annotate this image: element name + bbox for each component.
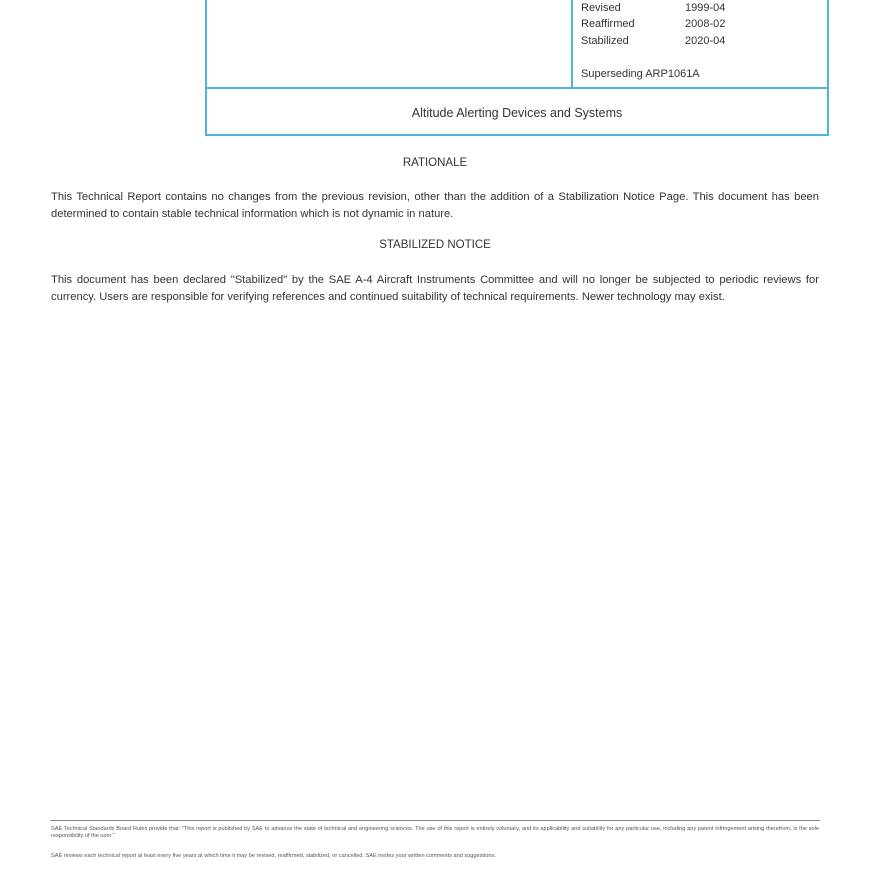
footer-divider — [50, 820, 820, 821]
footer-disclaimer: SAE Technical Standards Board Rules provide that: "This report is published by SAE to advance the state of technical and engineering sciences. The use of this report is entirely voluntary, and its applicability and suitability for any particular use, including any patent infringement arising therefrom, is the sole responsibility of the user." — [51, 826, 819, 840]
date-label: Reaffirmed — [581, 18, 635, 30]
stabilized-notice-heading: STABILIZED NOTICE — [379, 239, 491, 251]
header-left-cell — [207, 0, 573, 87]
document-header-box — [205, 0, 829, 136]
header-top-row — [207, 0, 827, 89]
date-value: 2008-02 — [685, 18, 726, 30]
date-label: Revised — [581, 2, 621, 14]
date-row-stabilized — [581, 34, 725, 48]
rationale-paragraph: This Technical Report contains no changes from the previous revision, other than the addition of a Stabilization Notice Page. This document has been determined to contain stable technical information which is not dynamic in nature. — [51, 191, 819, 220]
document-title: Altitude Alerting Devices and Systems — [411, 106, 623, 120]
date-label: Stabilized — [581, 35, 629, 47]
rationale-heading: RATIONALE — [402, 157, 468, 169]
date-row-revised — [581, 1, 725, 15]
footer-review-note: SAE reviews each technical report at least every five years at which time it may be revised, reaffirmed, stabilized, or cancelled. SAE invites your written comments and suggestions. — [51, 853, 496, 859]
stabilized-notice-paragraph: This document has been declared "Stabilized" by the SAE A-4 Aircraft Instruments Committee and will no longer be subjected to periodic reviews for currency. Users are responsible for verifying references and continued suitability of technical requirements. Newer technology may exist. — [51, 274, 819, 303]
date-value: 2020-04 — [685, 35, 726, 47]
date-value: 1999-04 — [685, 2, 726, 14]
superseding-note: Superseding ARP1061A — [581, 68, 700, 80]
faded-header-text — [227, 0, 547, 4]
header-dates-cell — [573, 0, 827, 87]
date-row-reaffirmed — [581, 17, 725, 31]
header-fragment — [48, 0, 188, 6]
